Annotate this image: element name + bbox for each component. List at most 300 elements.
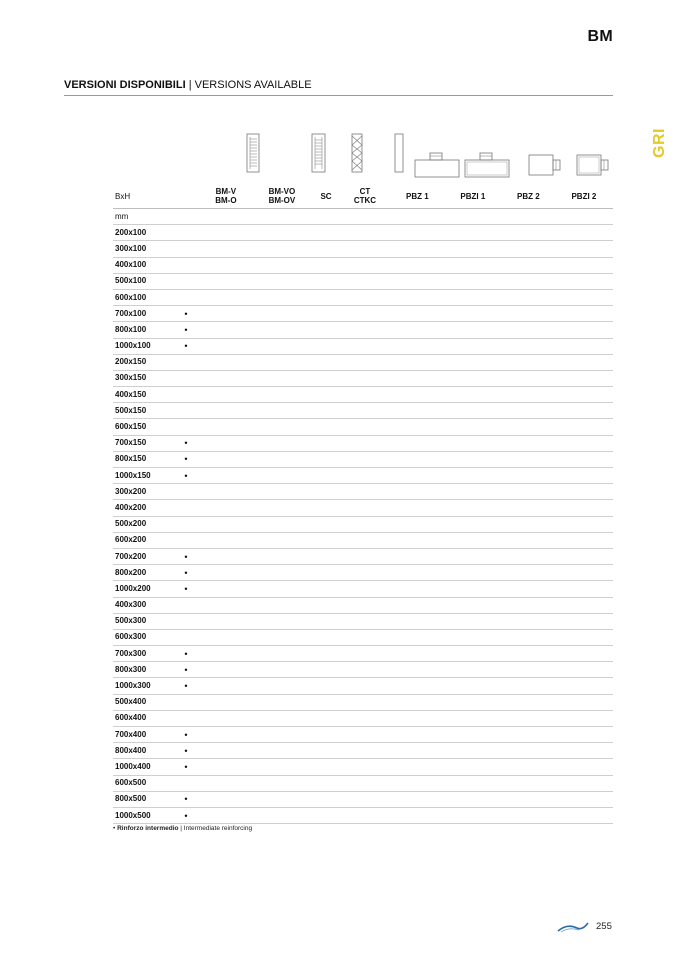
- version-cell: [555, 435, 613, 451]
- column-header-bm-v: [201, 184, 251, 209]
- column-header-line1: PBZ 1: [405, 191, 429, 201]
- table-row: [113, 775, 613, 791]
- version-cell: [444, 678, 502, 694]
- version-cell: [251, 613, 313, 629]
- table-row: [113, 646, 613, 662]
- footnote-separator: |: [178, 825, 184, 832]
- version-cell: [201, 548, 251, 564]
- version-cell: [444, 597, 502, 613]
- version-icons-row: [64, 128, 613, 180]
- table-row: [113, 727, 613, 743]
- size-cell: 400x200: [113, 500, 171, 516]
- version-cell: [313, 613, 339, 629]
- version-cell: [313, 694, 339, 710]
- version-cell: [339, 807, 391, 823]
- version-cell: [201, 710, 251, 726]
- size-cell: 300x150: [113, 370, 171, 386]
- version-cell: [555, 241, 613, 257]
- table-row: [113, 694, 613, 710]
- version-cell: [201, 532, 251, 548]
- version-cell: [201, 662, 251, 678]
- version-cell: [391, 354, 444, 370]
- version-cell: [339, 468, 391, 484]
- version-cell: [201, 370, 251, 386]
- version-cell: [502, 613, 555, 629]
- version-cell: [201, 289, 251, 305]
- table-row: [113, 597, 613, 613]
- version-cell: [339, 273, 391, 289]
- version-cell: [339, 775, 391, 791]
- version-cell: [339, 500, 391, 516]
- reinforcing-mark: •: [171, 451, 201, 467]
- plenum-insulated-top-icon: [464, 152, 510, 178]
- reinforcing-mark: •: [171, 791, 201, 807]
- table-row: [113, 468, 613, 484]
- version-cell: [201, 629, 251, 645]
- version-cell: [251, 775, 313, 791]
- table-row: [113, 516, 613, 532]
- version-cell: [339, 694, 391, 710]
- version-cell: [201, 338, 251, 354]
- table-row: [113, 484, 613, 500]
- version-cell: [391, 241, 444, 257]
- version-cell: [391, 225, 444, 241]
- size-cell: 1000x500: [113, 807, 171, 823]
- unit-label: mm: [113, 209, 171, 225]
- version-cell: [555, 322, 613, 338]
- version-cell: [339, 629, 391, 645]
- version-cell: [391, 629, 444, 645]
- version-cell: [201, 387, 251, 403]
- version-cell: [251, 581, 313, 597]
- version-cell: [555, 581, 613, 597]
- page-number: 255: [596, 921, 612, 932]
- version-cell: [502, 257, 555, 273]
- version-cell: [313, 743, 339, 759]
- version-cell: [555, 387, 613, 403]
- table-row: [113, 370, 613, 386]
- version-cell: [444, 613, 502, 629]
- version-cell: [391, 387, 444, 403]
- version-cell: [339, 354, 391, 370]
- version-cell: [555, 370, 613, 386]
- reinforcing-mark: [171, 500, 201, 516]
- version-cell: [201, 225, 251, 241]
- version-cell: [391, 451, 444, 467]
- size-cell: 700x200: [113, 548, 171, 564]
- version-cell: [555, 727, 613, 743]
- version-cell: [339, 484, 391, 500]
- version-cell: [555, 419, 613, 435]
- version-cell: [502, 451, 555, 467]
- version-cell: [555, 743, 613, 759]
- reinforcing-mark: •: [171, 468, 201, 484]
- version-cell: [391, 646, 444, 662]
- version-cell: [339, 516, 391, 532]
- size-cell: 1000x100: [113, 338, 171, 354]
- column-header-line1: PBZI 2: [571, 191, 597, 201]
- version-cell: [339, 646, 391, 662]
- version-cell: [502, 516, 555, 532]
- version-cell: [339, 322, 391, 338]
- version-cell: [391, 581, 444, 597]
- size-cell: 400x300: [113, 597, 171, 613]
- version-cell: [444, 354, 502, 370]
- size-cell: 600x300: [113, 629, 171, 645]
- version-cell: [251, 565, 313, 581]
- version-cell: [555, 516, 613, 532]
- version-cell: [313, 273, 339, 289]
- version-cell: [201, 322, 251, 338]
- table-row: [113, 532, 613, 548]
- version-cell: [555, 775, 613, 791]
- size-cell: 1000x300: [113, 678, 171, 694]
- version-cell: [313, 678, 339, 694]
- version-cell: [555, 759, 613, 775]
- version-cell: [555, 403, 613, 419]
- version-cell: [502, 419, 555, 435]
- version-cell: [313, 403, 339, 419]
- table-row: [113, 387, 613, 403]
- version-cell: [313, 532, 339, 548]
- reinforcing-mark: [171, 629, 201, 645]
- version-cell: [339, 613, 391, 629]
- version-cell: [502, 289, 555, 305]
- version-cell: [444, 225, 502, 241]
- version-cell: [391, 322, 444, 338]
- reinforcing-mark: [171, 532, 201, 548]
- footnote-text: Intermediate reinforcing: [183, 825, 253, 832]
- version-cell: [444, 289, 502, 305]
- version-cell: [313, 306, 339, 322]
- version-cell: [444, 306, 502, 322]
- version-cell: [339, 597, 391, 613]
- version-cell: [251, 484, 313, 500]
- reinforcing-mark: •: [171, 306, 201, 322]
- size-cell: 400x150: [113, 387, 171, 403]
- version-cell: [313, 807, 339, 823]
- version-cell: [391, 743, 444, 759]
- reinforcing-mark: [171, 613, 201, 629]
- version-cell: [391, 500, 444, 516]
- version-cell: [444, 387, 502, 403]
- reinforcing-mark: [171, 241, 201, 257]
- version-cell: [502, 338, 555, 354]
- reinforcing-mark: •: [171, 662, 201, 678]
- version-cell: [555, 807, 613, 823]
- version-cell: [502, 629, 555, 645]
- version-cell: [391, 484, 444, 500]
- version-cell: [502, 791, 555, 807]
- version-cell: [201, 500, 251, 516]
- version-cell: [444, 532, 502, 548]
- size-cell: 800x100: [113, 322, 171, 338]
- version-cell: [251, 662, 313, 678]
- reinforcing-mark: [171, 387, 201, 403]
- version-cell: [313, 338, 339, 354]
- version-cell: [391, 775, 444, 791]
- grille-damper-icon: [308, 133, 328, 173]
- version-cell: [339, 435, 391, 451]
- size-cell: 800x150: [113, 451, 171, 467]
- version-cell: [502, 727, 555, 743]
- version-cell: [251, 322, 313, 338]
- version-cell: [444, 419, 502, 435]
- reinforcing-mark: [171, 403, 201, 419]
- size-cell: 300x100: [113, 241, 171, 257]
- version-cell: [251, 419, 313, 435]
- version-cell: [444, 403, 502, 419]
- size-cell: 300x200: [113, 484, 171, 500]
- version-cell: [555, 451, 613, 467]
- size-cell: 700x400: [113, 727, 171, 743]
- table-row: [113, 257, 613, 273]
- version-cell: [251, 370, 313, 386]
- version-cell: [502, 743, 555, 759]
- version-cell: [201, 597, 251, 613]
- version-cell: [555, 646, 613, 662]
- reinforcing-mark: [171, 354, 201, 370]
- version-cell: [391, 613, 444, 629]
- version-cell: [555, 354, 613, 370]
- version-cell: [251, 435, 313, 451]
- reinforcing-mark: [171, 289, 201, 305]
- version-cell: [251, 338, 313, 354]
- version-cell: [201, 565, 251, 581]
- version-cell: [444, 451, 502, 467]
- version-cell: [251, 516, 313, 532]
- version-cell: [251, 807, 313, 823]
- version-cell: [502, 646, 555, 662]
- section-title-separator: |: [185, 79, 195, 91]
- version-cell: [502, 370, 555, 386]
- version-cell: [555, 289, 613, 305]
- version-cell: [251, 225, 313, 241]
- version-cell: [391, 565, 444, 581]
- version-cell: [339, 306, 391, 322]
- version-cell: [251, 241, 313, 257]
- version-cell: [555, 273, 613, 289]
- version-cell: [313, 581, 339, 597]
- version-cell: [391, 516, 444, 532]
- size-cell: 1000x200: [113, 581, 171, 597]
- version-cell: [444, 565, 502, 581]
- table-row: [113, 710, 613, 726]
- version-cell: [201, 354, 251, 370]
- column-header-line2: BM-OV: [268, 196, 296, 205]
- version-cell: [391, 759, 444, 775]
- version-cell: [201, 273, 251, 289]
- size-cell: 1000x150: [113, 468, 171, 484]
- size-cell: 500x400: [113, 694, 171, 710]
- table-header-row: [113, 184, 613, 209]
- version-cell: [201, 484, 251, 500]
- size-cell: 800x400: [113, 743, 171, 759]
- version-cell: [313, 759, 339, 775]
- column-header-ct: [339, 184, 391, 209]
- version-cell: [251, 646, 313, 662]
- version-cell: [502, 322, 555, 338]
- version-cell: [444, 727, 502, 743]
- version-cell: [339, 419, 391, 435]
- version-cell: [391, 710, 444, 726]
- size-cell: 500x200: [113, 516, 171, 532]
- version-cell: [251, 710, 313, 726]
- column-header-line2: BM-O: [215, 196, 237, 205]
- version-cell: [201, 743, 251, 759]
- size-cell: 600x150: [113, 419, 171, 435]
- version-cell: [201, 807, 251, 823]
- version-cell: [201, 468, 251, 484]
- version-cell: [391, 338, 444, 354]
- version-cell: [444, 694, 502, 710]
- version-cell: [339, 241, 391, 257]
- version-cell: [313, 257, 339, 273]
- version-cell: [251, 451, 313, 467]
- version-cell: [444, 743, 502, 759]
- table-row: [113, 241, 613, 257]
- version-cell: [251, 532, 313, 548]
- reinforcing-mark: •: [171, 743, 201, 759]
- grille-front-icon: [242, 133, 262, 173]
- size-cell: 600x200: [113, 532, 171, 548]
- version-cell: [313, 727, 339, 743]
- size-cell: 500x300: [113, 613, 171, 629]
- version-cell: [444, 775, 502, 791]
- version-cell: [201, 257, 251, 273]
- version-cell: [251, 694, 313, 710]
- version-cell: [502, 694, 555, 710]
- version-cell: [391, 435, 444, 451]
- version-cell: [339, 727, 391, 743]
- plenum-top-icon: [414, 152, 460, 178]
- version-cell: [201, 694, 251, 710]
- version-cell: [251, 791, 313, 807]
- version-cell: [201, 791, 251, 807]
- version-cell: [339, 548, 391, 564]
- version-cell: [502, 403, 555, 419]
- column-header-bm-vo: [251, 184, 313, 209]
- version-cell: [313, 387, 339, 403]
- table-row: [113, 629, 613, 645]
- version-cell: [339, 791, 391, 807]
- table-row: [113, 273, 613, 289]
- version-cell: [251, 387, 313, 403]
- version-cell: [391, 548, 444, 564]
- reinforcing-mark: •: [171, 678, 201, 694]
- version-cell: [339, 532, 391, 548]
- version-cell: [555, 532, 613, 548]
- version-cell: [555, 678, 613, 694]
- version-cell: [391, 273, 444, 289]
- section-title: [64, 79, 613, 96]
- column-header-line2: CTKC: [353, 196, 377, 205]
- column-header-sc: [313, 184, 339, 209]
- version-cell: [444, 322, 502, 338]
- version-cell: [313, 354, 339, 370]
- version-cell: [391, 597, 444, 613]
- sc-frame-icon: [351, 133, 363, 173]
- version-cell: [555, 662, 613, 678]
- version-cell: [201, 419, 251, 435]
- table-row: [113, 662, 613, 678]
- version-cell: [502, 306, 555, 322]
- version-cell: [502, 225, 555, 241]
- version-cell: [313, 791, 339, 807]
- version-cell: [201, 241, 251, 257]
- wave-logo-icon: [557, 921, 589, 933]
- footnote: [113, 825, 252, 832]
- table-row: [113, 322, 613, 338]
- version-cell: [339, 581, 391, 597]
- table-row: [113, 500, 613, 516]
- table-row: [113, 225, 613, 241]
- version-cell: [444, 662, 502, 678]
- column-header-pbzi1: [444, 184, 502, 209]
- version-cell: [444, 791, 502, 807]
- version-cell: [313, 484, 339, 500]
- version-cell: [339, 678, 391, 694]
- version-cell: [313, 322, 339, 338]
- version-cell: [555, 629, 613, 645]
- size-cell: 700x100: [113, 306, 171, 322]
- version-cell: [201, 451, 251, 467]
- version-cell: [555, 500, 613, 516]
- reinforcing-mark: •: [171, 565, 201, 581]
- reinforcing-mark: [171, 273, 201, 289]
- version-cell: [555, 306, 613, 322]
- version-cell: [251, 743, 313, 759]
- version-cell: [391, 370, 444, 386]
- version-cell: [391, 807, 444, 823]
- version-cell: [339, 289, 391, 305]
- version-cell: [201, 403, 251, 419]
- reinforcing-mark: [171, 775, 201, 791]
- version-cell: [339, 225, 391, 241]
- version-cell: [444, 338, 502, 354]
- version-cell: [502, 354, 555, 370]
- table-row: [113, 791, 613, 807]
- version-cell: [339, 257, 391, 273]
- page-code: BM: [587, 28, 613, 45]
- table-row: [113, 338, 613, 354]
- size-cell: 500x150: [113, 403, 171, 419]
- version-cell: [251, 597, 313, 613]
- version-cell: [555, 338, 613, 354]
- version-cell: [444, 500, 502, 516]
- version-cell: [502, 565, 555, 581]
- version-cell: [313, 451, 339, 467]
- version-cell: [201, 727, 251, 743]
- column-header-line1: CT: [359, 187, 371, 196]
- version-cell: [313, 597, 339, 613]
- reinforcing-mark: [171, 710, 201, 726]
- version-cell: [251, 727, 313, 743]
- reinforcing-mark: [171, 370, 201, 386]
- version-cell: [444, 241, 502, 257]
- table-row: [113, 807, 613, 823]
- version-cell: [502, 710, 555, 726]
- version-cell: [555, 710, 613, 726]
- table-row: [113, 548, 613, 564]
- size-cell: 600x400: [113, 710, 171, 726]
- version-cell: [444, 468, 502, 484]
- version-cell: [313, 548, 339, 564]
- version-cell: [555, 694, 613, 710]
- version-cell: [339, 759, 391, 775]
- version-cell: [444, 257, 502, 273]
- version-cell: [555, 484, 613, 500]
